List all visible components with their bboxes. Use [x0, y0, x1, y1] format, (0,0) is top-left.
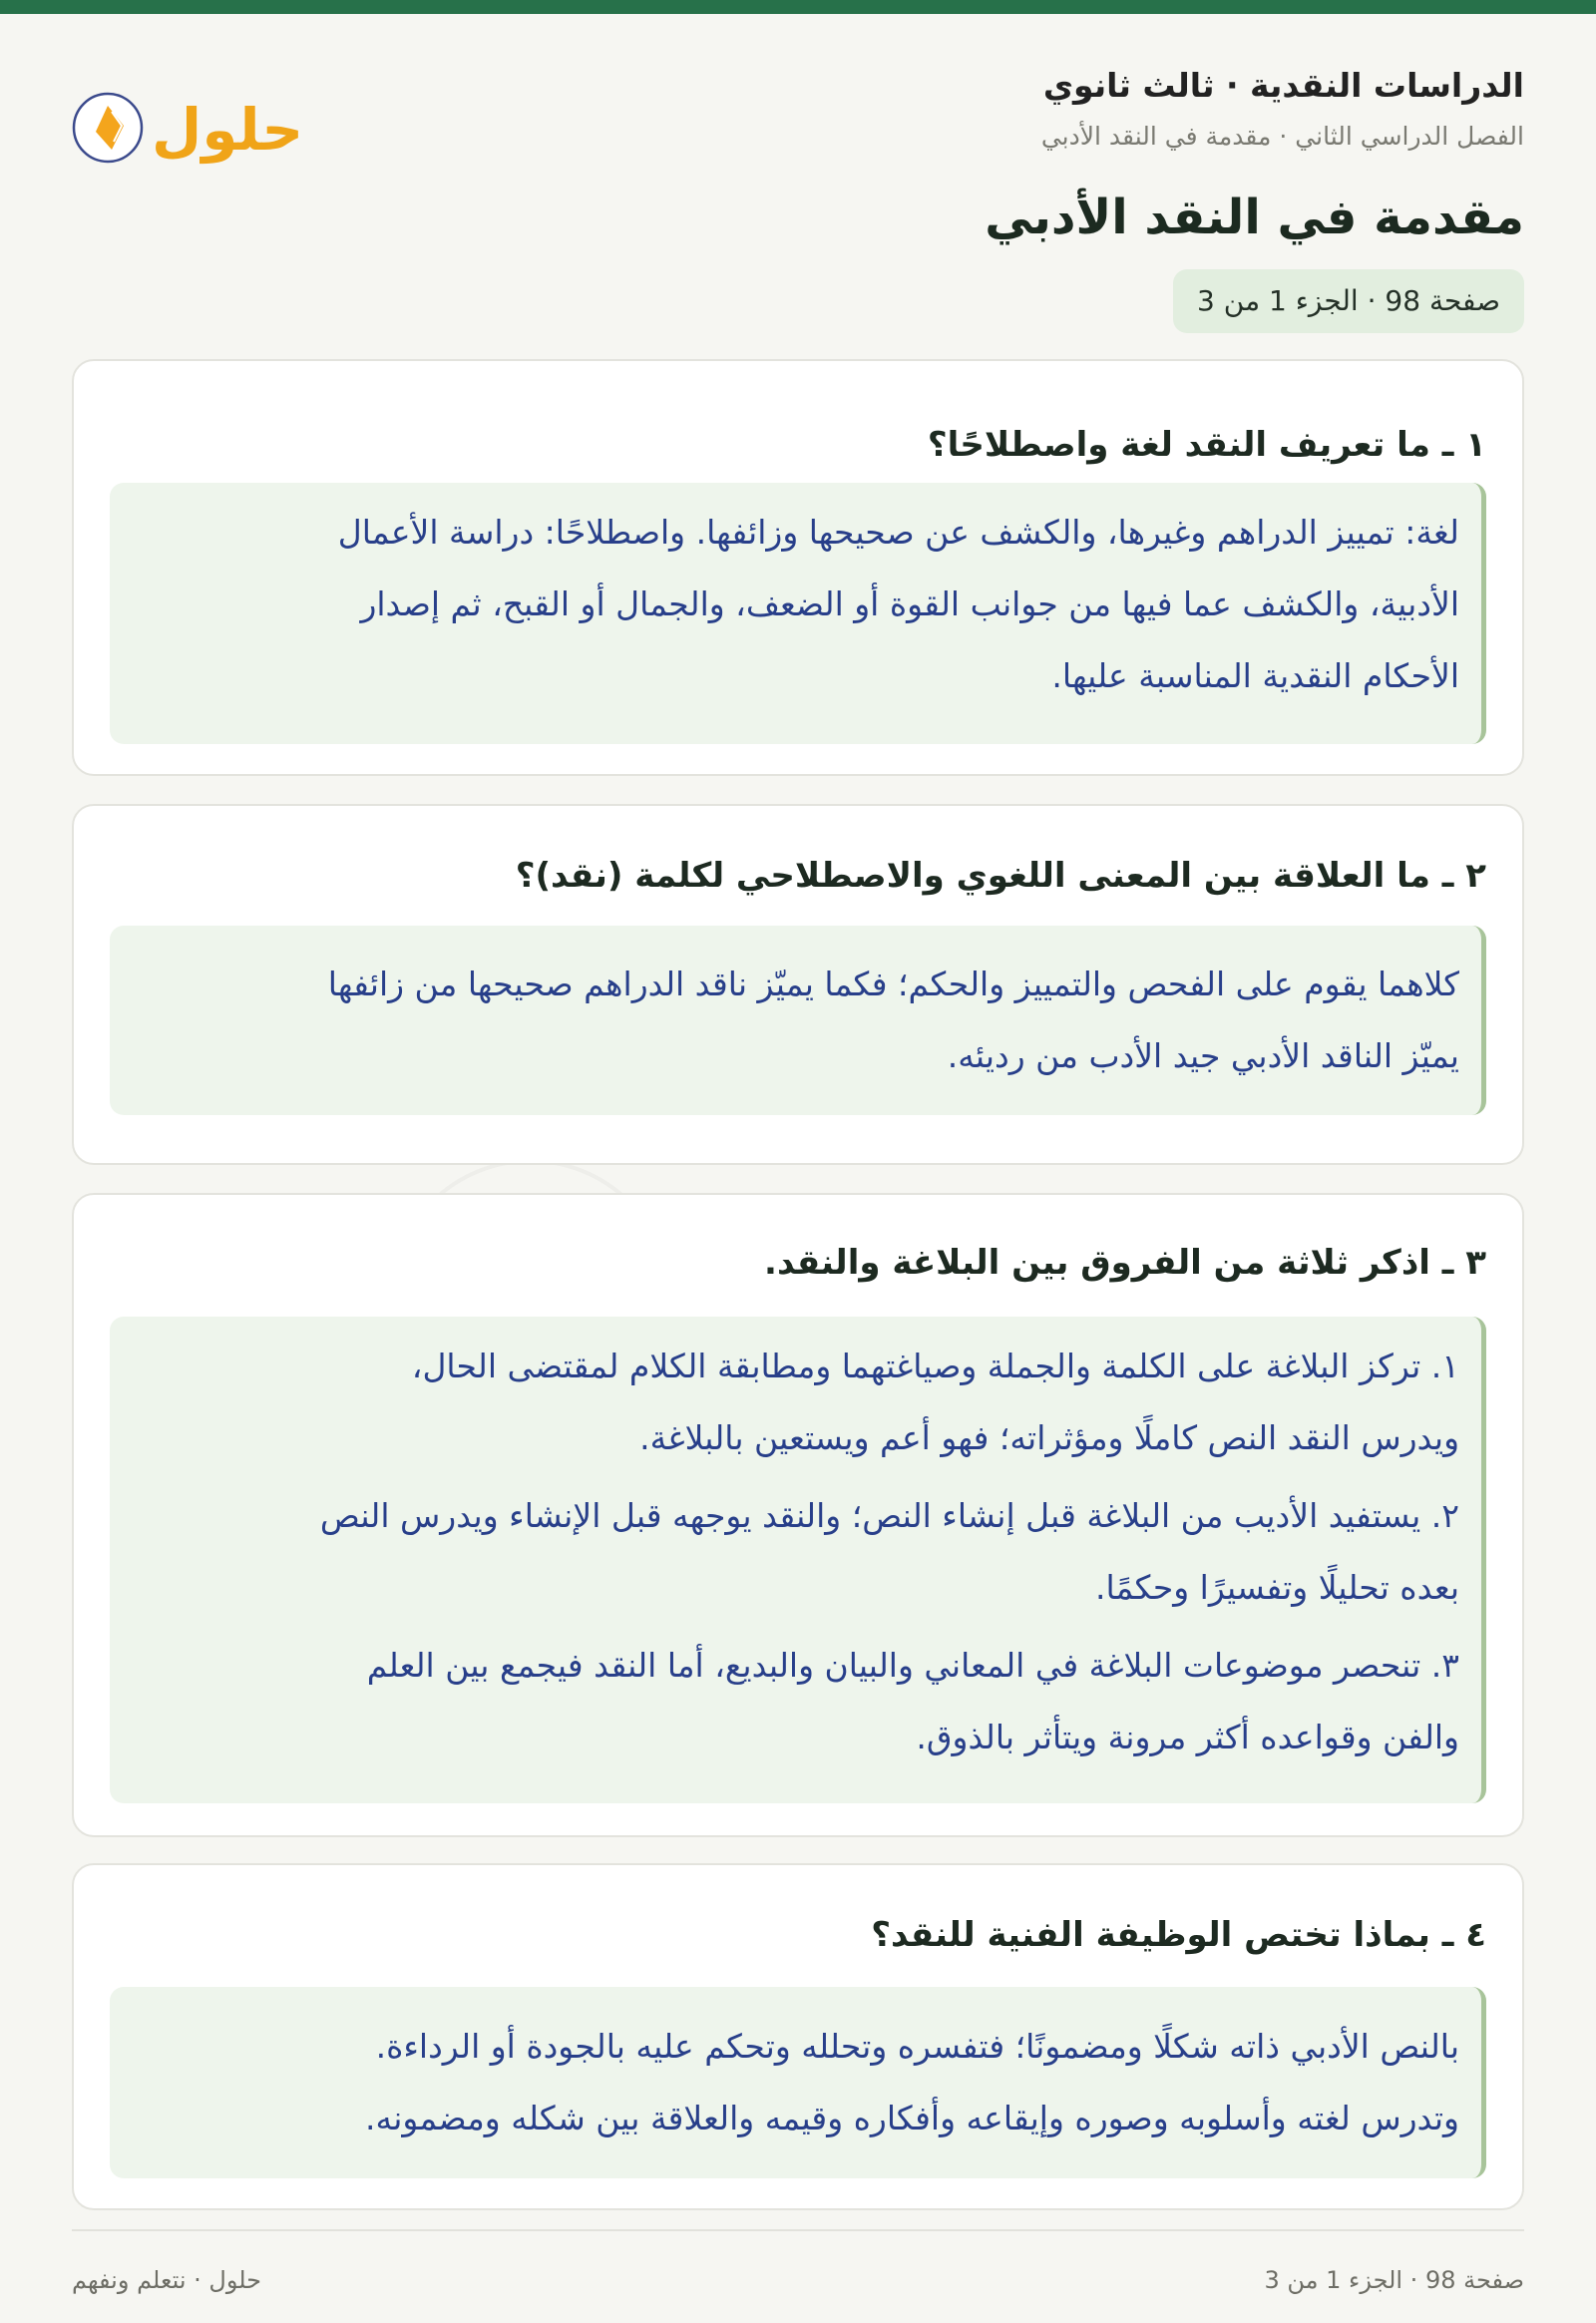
answer-line: بعده تحليلًا وتفسيرًا وحكمًا.: [1094, 1568, 1459, 1607]
footer-page-info: صفحة 98 · الجزء 1 من 3: [1264, 2266, 1524, 2294]
answer-point-2: [132, 1480, 1459, 1624]
answer-line: الأدبية، والكشف عما فيها من جوانب القوة أو الضعف، والجمال أو القبح، ثم إصدار: [360, 584, 1459, 623]
page-badge: صفحة 98 · الجزء 1 من 3: [1173, 269, 1524, 333]
question-title: ١ ـ ما تعريف النقد لغة واصطلاحًا؟: [927, 425, 1486, 465]
answer-box: [110, 483, 1486, 744]
answer-point-1: [132, 1331, 1459, 1474]
question-card-4: [72, 1863, 1524, 2210]
answer-line: الأحكام النقدية المناسبة عليها.: [1051, 656, 1459, 695]
logo-wordmark: حلول: [152, 96, 304, 164]
series-title: الدراسات النقدية · ثالث ثانوي: [1042, 66, 1524, 105]
answer-line: ٢. يستفيد الأديب من البلاغة قبل إنشاء النص؛ والنقد يوجهه قبل الإنشاء ويدرس النص: [319, 1496, 1459, 1535]
answer-line: كلاهما يقوم على الفحص والتمييز والحكم؛ فكما يميّز ناقد الدراهم صحيحها من زائفها: [327, 965, 1459, 1003]
answer-line: بالنص الأدبي ذاته شكلًا ومضمونًا؛ فتفسره وتحلله وتحكم عليه بالجودة أو الرداءة.: [375, 2027, 1459, 2066]
answer-box: [110, 926, 1486, 1115]
footer-divider: [72, 2229, 1524, 2231]
answer-line: ١. تركز البلاغة على الكلمة والجملة وصياغتهما ومطابقة الكلام لمقتضى الحال،: [411, 1347, 1459, 1385]
answer-line: ٣. تنحصر موضوعات البلاغة في المعاني والبيان والبديع، أما النقد فيجمع بين العلم: [366, 1646, 1459, 1685]
answer-line: ويدرس النقد النص كاملًا ومؤثراته؛ فهو أعم ويستعين بالبلاغة.: [639, 1418, 1459, 1457]
answer-line: يميّز الناقد الأدبي جيد الأدب من رديئه.: [947, 1036, 1459, 1075]
logo: [72, 66, 304, 166]
question-card-3: [72, 1193, 1524, 1837]
page-title: مقدمة في النقد الأدبي: [985, 190, 1524, 245]
page-header: [72, 14, 1524, 333]
answer-box: [110, 1987, 1486, 2178]
page: [72, 14, 1524, 2323]
answer-line: وتدرس لغته وأسلوبه وصوره وإيقاعه وأفكاره وقيمه والعلاقة بين شكله ومضمونه.: [365, 2099, 1459, 2137]
question-card-1: [72, 359, 1524, 776]
answer-point-3: [132, 1630, 1459, 1773]
footer-brand: حلول · نتعلم ونفهم: [72, 2266, 261, 2294]
question-title: ٤ ـ بماذا تختص الوظيفة الفنية للنقد؟: [871, 1915, 1486, 1955]
question-title: ٢ ـ ما العلاقة بين المعنى اللغوي والاصطلاحي لكلمة (نقد)؟: [515, 856, 1486, 896]
question-card-2: [72, 804, 1524, 1165]
top-accent-bar: [0, 0, 1596, 14]
breadcrumb: الفصل الدراسي الثاني · مقدمة في النقد الأدبي: [1040, 122, 1524, 151]
answer-line: لغة: تمييز الدراهم وغيرها، والكشف عن صحيحها وزائفها. واصطلاحًا: دراسة الأعمال: [337, 513, 1459, 552]
question-title: ٣ ـ اذكر ثلاثة من الفروق بين البلاغة والنقد.: [764, 1243, 1486, 1283]
answer-box: [110, 1317, 1486, 1803]
answer-line: والفن وقواعده أكثر مرونة ويتأثر بالذوق.: [916, 1718, 1459, 1756]
